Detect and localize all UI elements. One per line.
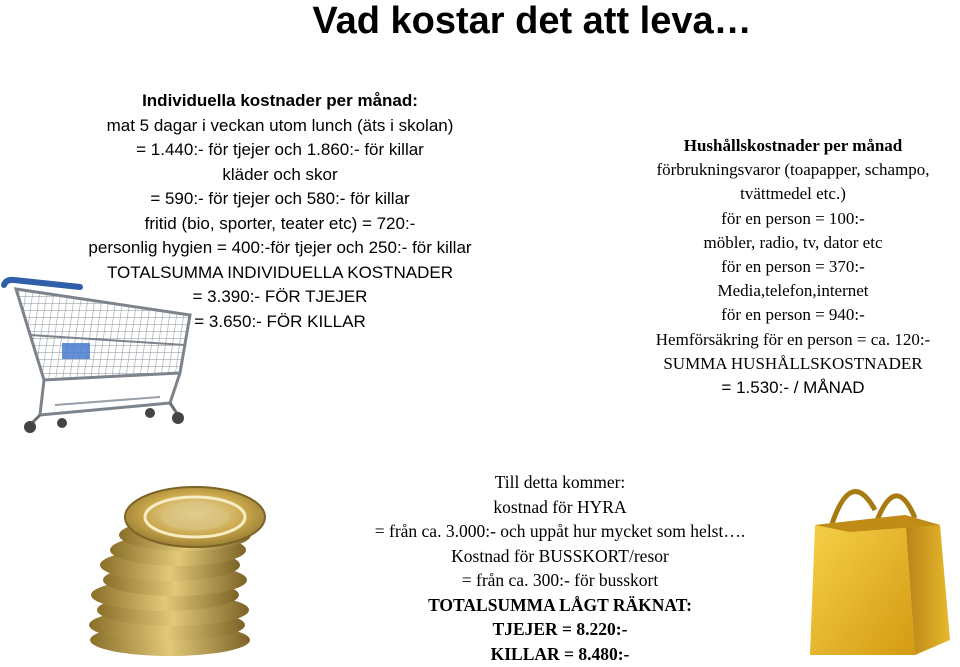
household-cost-line: Hemförsäkring för en person = ca. 120:- (655, 329, 931, 349)
individual-costs-heading: Individuella kostnader per månad: (142, 91, 418, 110)
additional-cost-line: = från ca. 3.000:- och uppåt hur mycket som helst…. (374, 521, 746, 541)
household-cost-line: Media,telefon,internet (717, 281, 869, 301)
page-title: Vad kostar det att leva… (312, 0, 752, 42)
grand-total-boys: KILLAR = 8.480:- (490, 643, 630, 664)
individual-cost-line: kläder och skor (222, 164, 338, 184)
additional-cost-line: kostnad för HYRA (493, 496, 627, 517)
household-total-label: SUMMA HUSHÅLLSKOSTNADER (663, 353, 923, 373)
additional-cost-line: Kostnad för BUSSKORT/resor (451, 545, 669, 566)
coin-stack-icon (75, 475, 285, 660)
household-costs-section (626, 134, 960, 400)
additional-cost-line: = från ca. 300:- för busskort (461, 570, 659, 590)
household-cost-line: tvättmedel etc.) (740, 184, 846, 204)
individual-cost-line: mat 5 dagar i veckan utom lunch (äts i skolan) (106, 115, 454, 135)
individual-total-boys: = 3.650:- FÖR KILLAR (194, 311, 366, 331)
shopping-bag-icon (790, 470, 955, 660)
household-cost-line: för en person = 940:- (721, 305, 865, 325)
shopping-cart-icon (0, 275, 200, 440)
individual-cost-line: = 590:- för tjejer och 580:- för killar (150, 189, 410, 208)
individual-total-girls: = 3.390:- FÖR TJEJER (192, 287, 368, 306)
additional-costs-section (300, 470, 820, 666)
individual-cost-line: personlig hygien = 400:-för tjejer och 250:- för killar (88, 238, 472, 257)
household-total-value: = 1.530:- / MÅNAD (721, 378, 865, 398)
individual-total-label: TOTALSUMMA INDIVIDUELLA KOSTNADER (106, 262, 454, 282)
household-costs-heading: Hushållskostnader per månad (683, 136, 903, 155)
individual-cost-line: = 1.440:- för tjejer och 1.860:- för killar (136, 140, 424, 159)
household-cost-line: förbrukningsvaror (toapapper, schampo, (656, 160, 930, 180)
individual-cost-line: fritid (bio, sporter, teater etc) = 720:- (144, 213, 416, 233)
household-cost-line: för en person = 370:- (721, 257, 865, 277)
household-cost-line: möbler, radio, tv, dator etc (703, 232, 883, 252)
household-cost-line: för en person = 100:- (721, 208, 865, 228)
grand-total-heading: TOTALSUMMA LÅGT RÄKNAT: (428, 594, 692, 615)
grand-total-girls: TJEJER = 8.220:- (492, 619, 628, 639)
additional-cost-line: Till detta kommer: (494, 472, 626, 492)
